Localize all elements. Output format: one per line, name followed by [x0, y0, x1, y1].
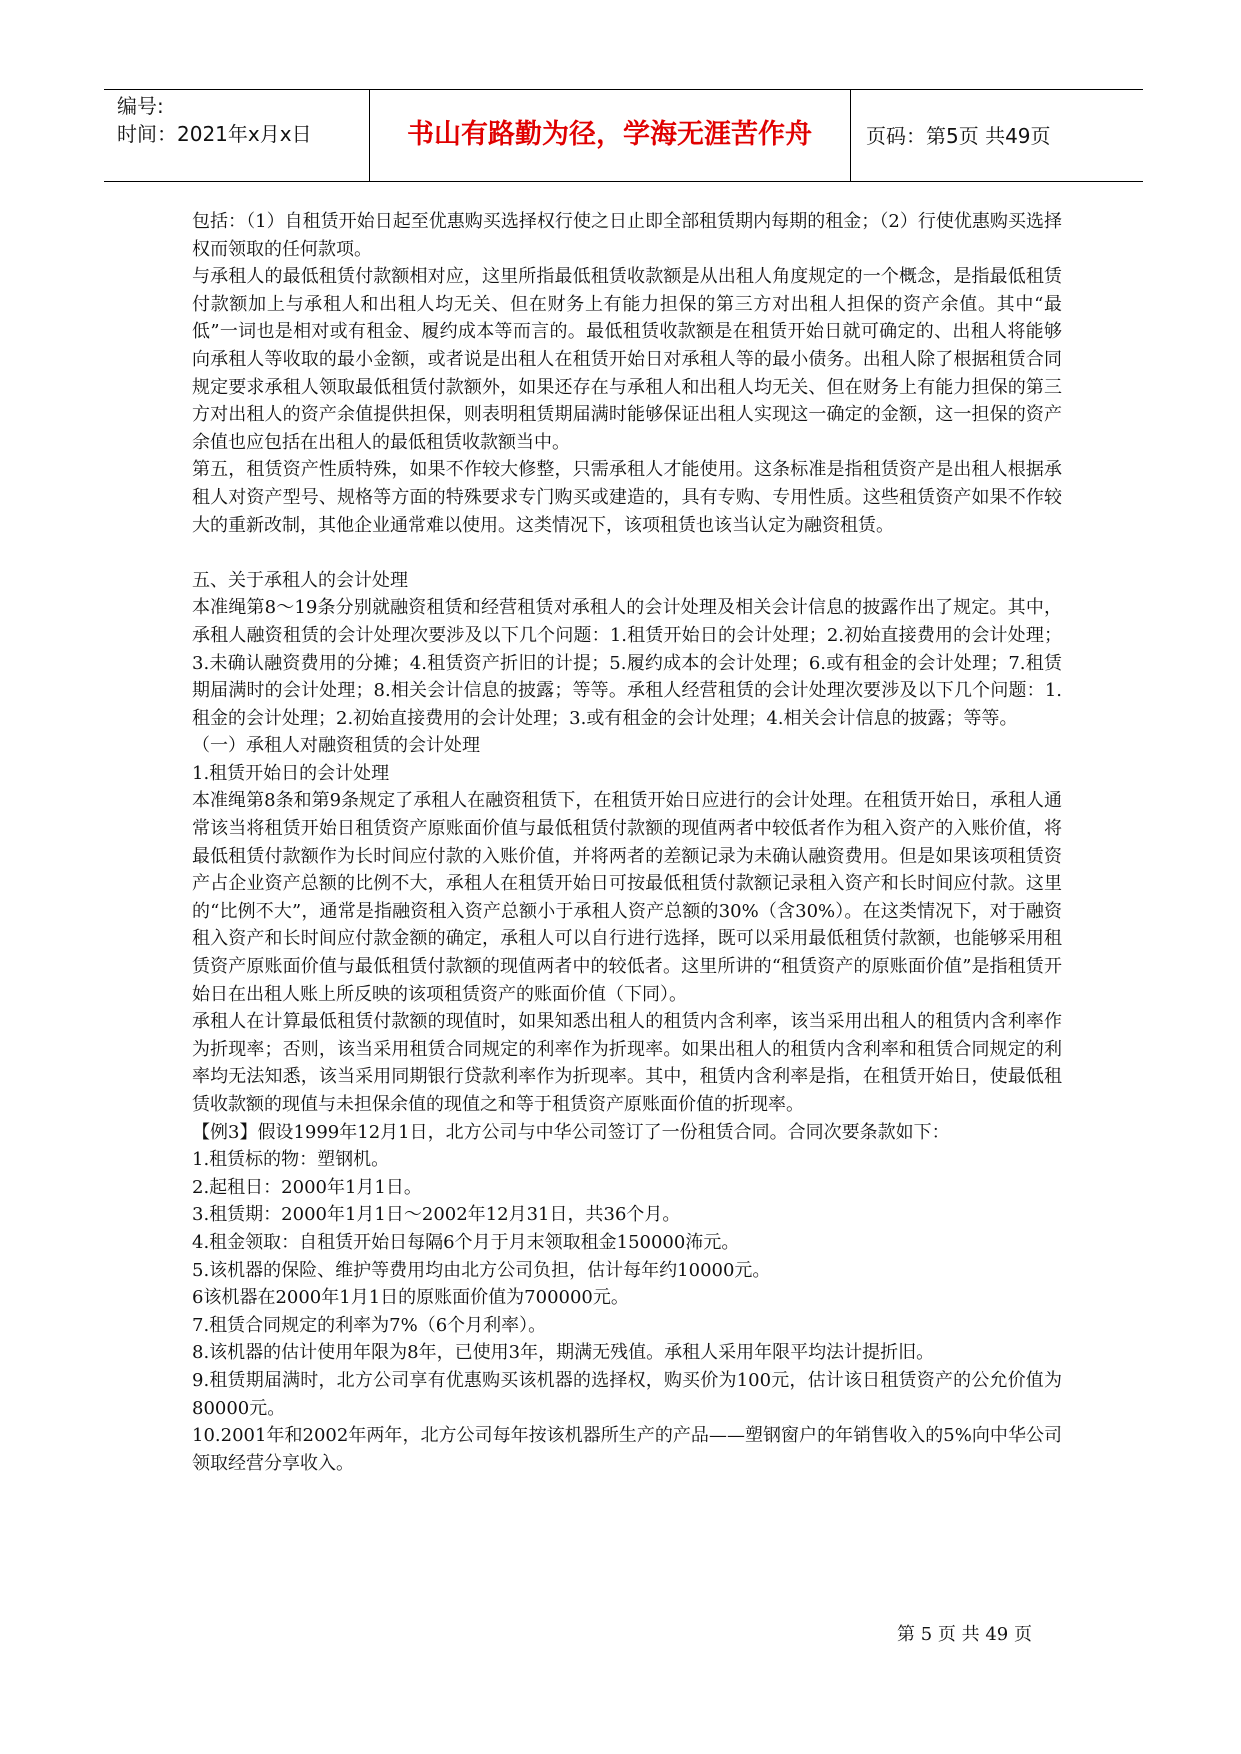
list-item: 7.租赁合同规定的利率为7%（6个月利率）。 — [192, 1314, 547, 1336]
document-body — [192, 208, 1062, 1477]
list-item: 5.该机器的保险、维护等费用均由北方公司负担，估计每年约10000元。 — [192, 1259, 771, 1281]
item-heading: 1.租赁开始日的会计处理 — [192, 762, 390, 784]
paragraph: 承租人在计算最低租赁付款额的现值时，如果知悉出租人的租赁内含利率，该当采用出租人的租赁内含利率作为折现率；否则，该当采用租赁合同规定的利率作为折现率。如果出租人的租赁内含利率和租赁合同规定的利率均无法知悉，该当采用同期银行贷款利率作为折现率。其中，租赁内含利率是指，在租赁开始日，使最低租赁收款额的现值与未担保余值的现值之和等于租赁资产原账面价值的折现率。 — [192, 1011, 1062, 1115]
header-divider-right — [850, 89, 851, 181]
list-item: 3.租赁期：2000年1月1日～2002年12月31日，共36个月。 — [192, 1204, 681, 1226]
paragraph: 第五，租赁资产性质特殊，如果不作较大修整，只需承租人才能使用。这条标准是指租赁资产是出租人根据承租人对资产型号、规格等方面的特殊要求专门购买或建造的，具有专购、专用性质。这些租赁资产如果不作较大的重新改制，其他企业通常难以使用。这类情况下，该项租赁也该当认定为融资租赁。 — [192, 459, 1062, 536]
list-item: 2.起租日：2000年1月1日。 — [192, 1176, 422, 1198]
page-footer: 第 5 页 共 49 页 — [897, 1624, 1032, 1645]
blank-line — [192, 539, 1062, 567]
header-motto: 书山有路勤为径，学海无涯苦作舟 — [407, 119, 812, 150]
paragraph: 本准绳第8～19条分别就融资租赁和经营租赁对承租人的会计处理及相关会计信息的披露作出了规定。其中，承租人融资租赁的会计处理次要涉及以下几个问题：1.租赁开始日的会计处理；2.初始直接费用的会计处理；3.未确认融资费用的分摊；4.租赁资产折旧的计提；5.履约成本的会计处理；6.或有租金的会计处理；7.租赁期届满时的会计处理；8.相关会计信息的披露；等等。承租人经营租赁的会计处理次要涉及以下几个问题：1.租金的会计处理；2.初始直接费用的会计处理；3.或有租金的会计处理；4.相关会计信息的披露；等等。 — [192, 597, 1062, 729]
subsection-heading: （一）承租人对融资租赁的会计处理 — [192, 735, 480, 757]
section-heading: 五、关于承租人的会计处理 — [192, 569, 408, 591]
paragraph: 本准绳第8条和第9条规定了承租人在融资租赁下，在租赁开始日应进行的会计处理。在租赁开始日，承租人通常该当将租赁开始日租赁资产原账面价值与最低租赁付款额的现值两者中较低者作为租入资产的入账价值，将最低租赁付款额作为长时间应付款的入账价值，并将两者的差额记录为未确认融资费用。但是如果该项租赁资产占企业资产总额的比例不大，承租人在租赁开始日可按最低租赁付款额记录租入资产和长时间应付款。这里的“比例不大”，通常是指融资租入资产总额小于承租人资产总额的30%（含30%）。在这类情况下，对于融资租入资产和长时间应付款金额的确定，承租人可以自行进行选择，既可以采用最低租赁付款额，也能够采用租赁资产原账面价值与最低租赁付款额的现值两者中的较低者。这里所讲的“租赁资产的原账面价值”是指租赁开始日在出租人账上所反映的该项租赁资产的账面价值（下同）。 — [192, 790, 1062, 1005]
header-page-label: 页码：第5页 共49页 — [866, 124, 1051, 148]
doc-time-label: 时间：2021年x月x日 — [117, 122, 312, 146]
paragraph: 与承租人的最低租赁付款额相对应，这里所指最低租赁收款额是从出租人角度规定的一个概念，是指最低租赁付款额加上与承租人和出租人均无关、但在财务上有能力担保的第三方对出租人担保的资产余值。其中“最低”一词也是相对或有租金、履约成本等而言的。最低租赁收款额是在租赁开始日就可确定的、出租人将能够向承租人等收取的最小金额，或者说是出租人在租赁开始日对承租人等的最小债务。出租人除了根据租赁合同规定要求承租人领取最低租赁付款额外，如果还存在与承租人和出租人均无关、但在财务上有能力担保的第三方对出租人的资产余值提供担保，则表明租赁期届满时能够保证出租人实现这一确定的金额，这一担保的资产余值也应包括在出租人的最低租赁收款额当中。 — [192, 266, 1062, 453]
list-item: 4.租金领取：自租赁开始日每隔6个月于月末领取租金150000㳍元。 — [192, 1231, 740, 1253]
list-item: 10.2001年和2002年两年，北方公司每年按该机器所生产的产品——塑钢窗户的年销售收入的5%向中华公司领取经营分享收入。 — [192, 1425, 1062, 1474]
header-bottom-rule — [104, 181, 1143, 182]
example-heading: 【例3】假设1999年12月1日，北方公司与中华公司签订了一份租赁合同。合同次要条款如下： — [192, 1121, 950, 1143]
list-item: 8.该机器的估计使用年限为8年，已使用3年，期满无残值。承租人采用年限平均法计提折旧。 — [192, 1342, 935, 1364]
header-top-rule — [104, 89, 1143, 90]
header-meta — [117, 92, 312, 148]
list-item: 1.租赁标的物：塑钢机。 — [192, 1149, 390, 1171]
list-item: 9.租赁期届满时，北方公司享有优惠购买该机器的选择权，购买价为100元，估计该日租赁资产的公允价值为80000元。 — [192, 1369, 1062, 1419]
list-item: 6该机器在2000年1月1日的原账面价值为700000元。 — [192, 1287, 629, 1309]
paragraph: 包括：（1）自租赁开始日起至优惠购买选择权行使之日止即全部租赁期内每期的租金；（2）行使优惠购买选择权而领取的任何款项。 — [192, 211, 1062, 260]
doc-number-label: 编号: — [117, 94, 164, 118]
